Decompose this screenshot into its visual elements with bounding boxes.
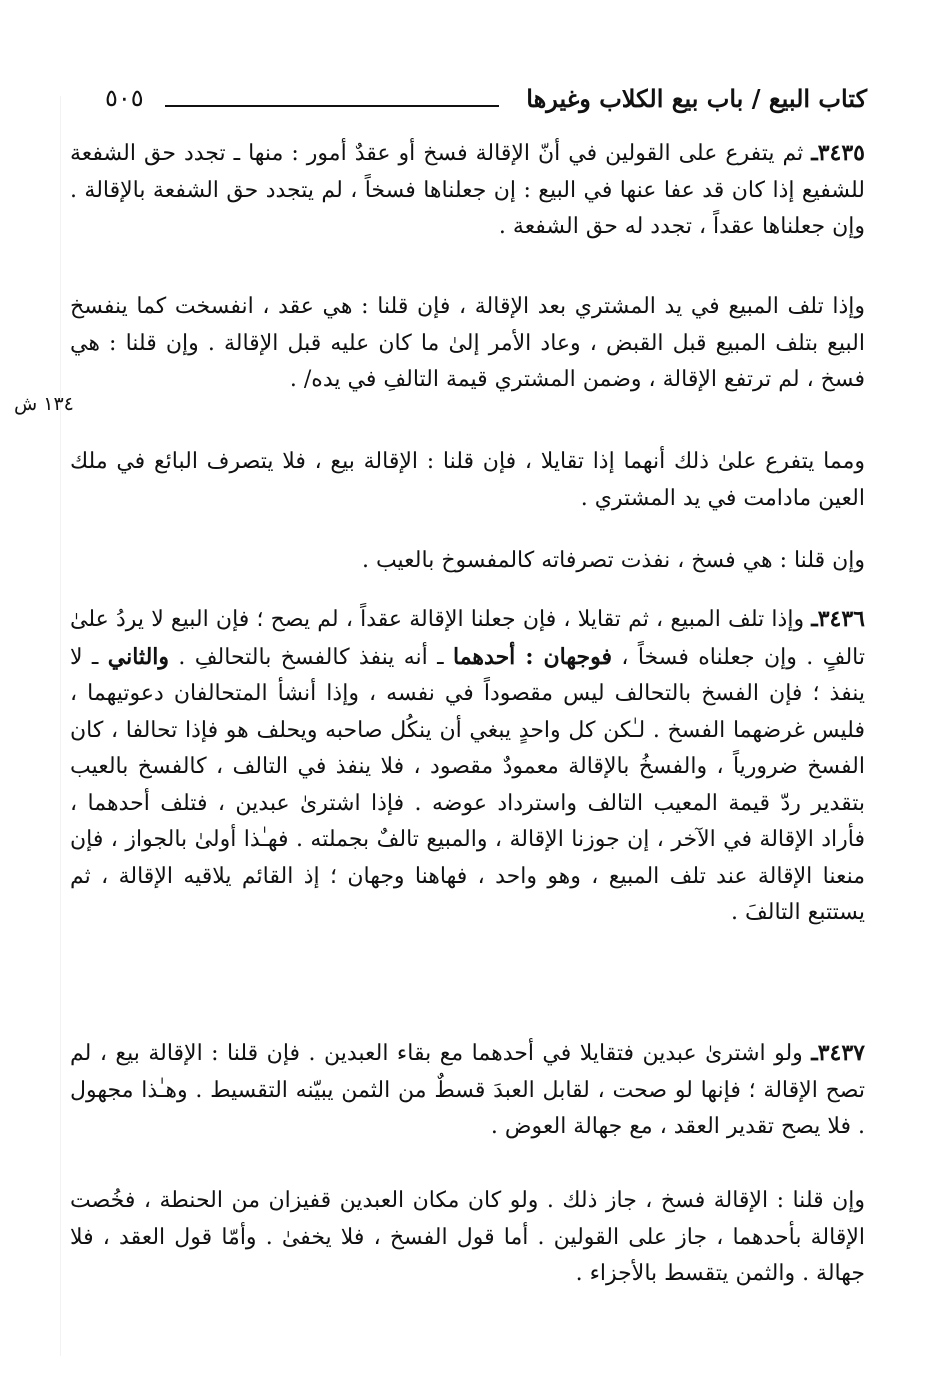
- paragraph-text: ثم يتفرع على القولين في أنّ الإقالة فسخ أو عقدٌ أمور : منها ـ تجدد حق الشفعة للشفيع إذا كان قد عفا عنها في البيع : إن جعلناها فسخاً ، لم يتجدد حق الشفعة بالإقالة . وإن جعلناها عقداً ، تجدد له حق الشفعة .: [70, 141, 865, 239]
- page-number: ٥٠٥: [105, 84, 144, 112]
- paragraph-3435: [70, 135, 865, 246]
- paragraph-number: ٣٤٣٧ـ: [811, 1040, 865, 1066]
- paragraph-fasakh-hinta: [70, 1183, 865, 1293]
- paragraph-text: ـ أنه ينفذ كالفسخ بالتحالفِ .: [169, 644, 453, 670]
- margin-folio-note: ١٣٤ ش: [14, 393, 74, 415]
- paragraph-text: ولو اشترىٰ عبدين فتقايلا في أحدهما مع بقاء العبدين . فإن قلنا : الإقالة بيع ، لم تصح الإقالة ؛ فإنها لو صحت ، لقابل العبدَ قسطٌ من الثمن يبيّنه التقسيط . وهـٰذا مجهول . فلا يصح تقدير العقد ، مع جهالة العوض .: [70, 1041, 865, 1139]
- paragraph-tala-mabi: [70, 289, 865, 399]
- paragraph-text: وإن قلنا : هي فسخ ، نفذت تصرفاته كالمفسوخ بالعيب .: [361, 548, 865, 573]
- paragraph-yatafarra: [70, 444, 865, 517]
- bold-term: والثاني: [107, 643, 170, 670]
- paragraph-text: وإذا تلف المبيع ، ثم تقايلا ، فإن جعلنا الإقالة عقداً ، لم يصح ؛ فإن البيع لا يردُ علىٰ تالفٍ . وإن جعلناه فسخاً ،: [70, 607, 865, 670]
- paragraph-fasakh: [70, 543, 865, 580]
- running-header: [105, 82, 867, 122]
- paragraph-3436: [70, 601, 865, 932]
- paragraph-text: ـ لا ينفذ ؛ فإن الفسخ بالتحالف ليس مقصوداً في نفسه ، وإذا أنشأ المتحالفان دعوتيهما ، فليس غرضهما الفسخ . لـٰكن كل واحدٍ يبغي أن ينكُل صاحبه ويحلف هو فإذا تحالفا ، كان الفسخ ضرورياً ، والفسخُ بالإقالة معمودٌ مقصود ، فلا ينفذ في التالف ، كالفسخ بالعيب بتقدير ردّ قيمة المعيب التالف واسترداد عوضه . فإذا اشترىٰ عبدين ، فتلف أحدهما ، فأراد الإقالة في الآخر ، إن جوزنا الإقالة ، والمبيع تالفٌ بجملته . فهـٰذا أولىٰ بالجواز ، فإن منعنا الإقالة عند تلف المبيع ، وهو واحد ، فهاهنا وجهان ؛ إذ القائم يلاقيه الإقالة ، ثم يستتبع التالفَ .: [70, 644, 865, 925]
- paragraph-text: وإن قلنا : الإقالة فسخ ، جاز ذلك . ولو كان مكان العبدين قفيزان من الحنطة ، فخُصت الإقالة بأحدهما ، جاز على القولين . أما قول الفسخ ، فلا يخفىٰ . وأمّا قول العقد ، فلا جهالة . والثمن يتقسط بالأجزاء .: [70, 1188, 865, 1286]
- scan-edge-line: [60, 96, 61, 1356]
- header-rule: [165, 105, 499, 107]
- header-title: كتاب البيع / باب بيع الكلاب وغيرها: [526, 84, 867, 113]
- paragraph-text: ومما يتفرع علىٰ ذلك أنهما إذا تقايلا ، فإن قلنا : الإقالة بيع ، فلا يتصرف البائع في ملك العين مادامت في يد المشتري .: [70, 449, 865, 511]
- paragraph-number: ٣٤٣٥ـ: [811, 140, 865, 166]
- bold-term: فوجهان : أحدهما: [453, 643, 612, 670]
- paragraph-number: ٣٤٣٦ـ: [811, 606, 865, 632]
- paragraph-3437: [70, 1035, 865, 1146]
- paragraph-text: وإذا تلف المبيع في يد المشتري بعد الإقالة ، فإن قلنا : هي عقد ، انفسخت كما ينفسخ البيع بتلف المبيع قبل القبض ، وعاد الأمر إلىٰ ما كان عليه قبل الإقالة . وإن قلنا : هي فسخ ، لم ترتفع الإقالة ، وضمن المشتري قيمة التالفِ في يده/ .: [70, 294, 865, 392]
